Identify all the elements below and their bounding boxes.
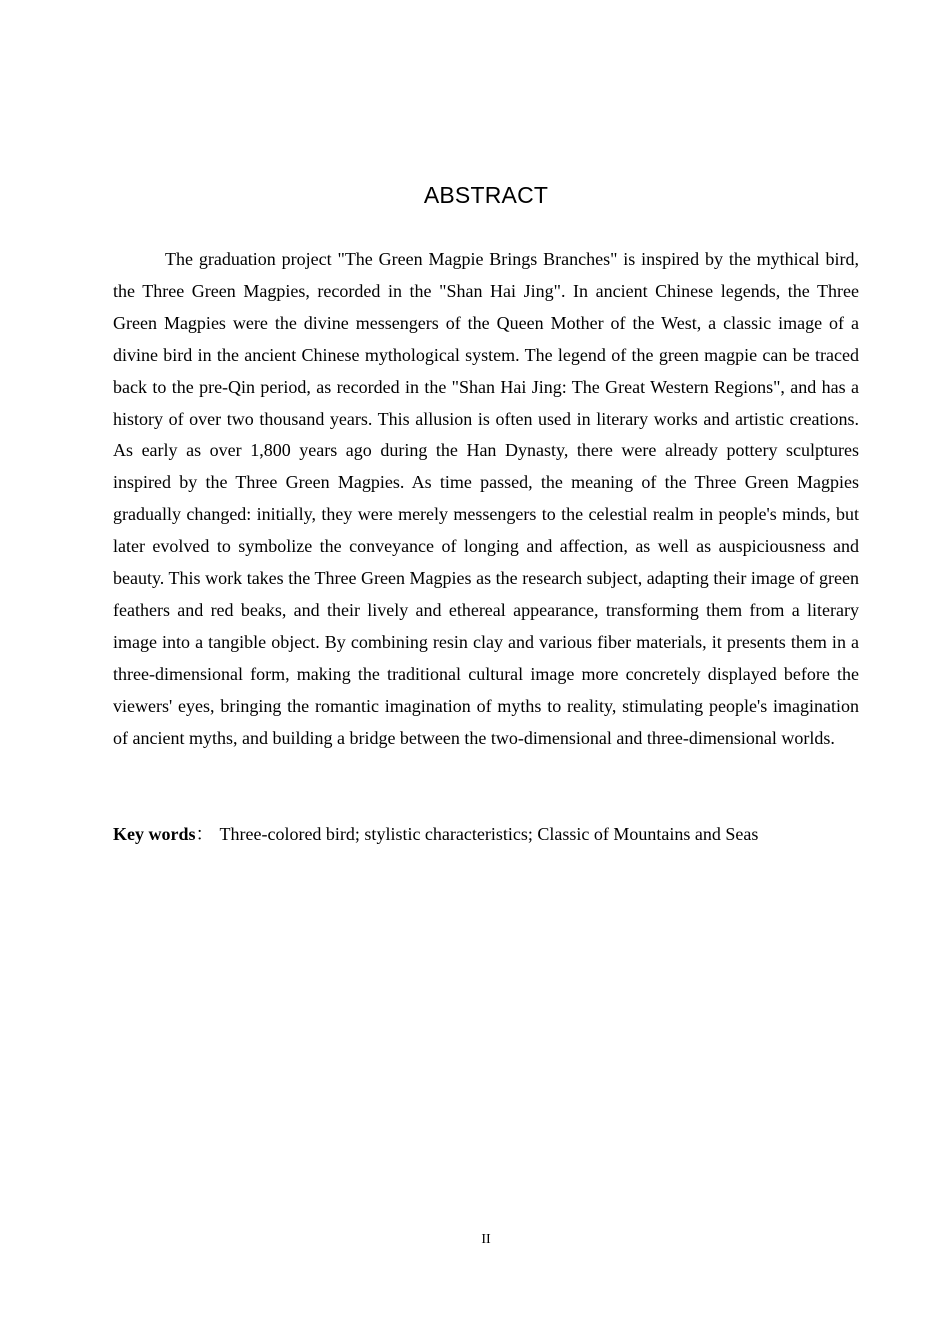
page-number: II (481, 1232, 491, 1247)
keywords-line (113, 820, 859, 848)
abstract-title: ABSTRACT (423, 182, 549, 208)
keywords-text: Three-colored bird; stylistic characteristics; Classic of Mountains and Seas (219, 824, 759, 844)
keywords-separator: ： (195, 824, 214, 844)
abstract-paragraph: The graduation project "The Green Magpie Brings Branches" is inspired by the mythical bird, the Three Green Magpies, recorded in the "Shan Hai Jing". In ancient Chinese legends, the Three Green Magpies were the divine messengers of the Queen Mother of the West, a classic image of a divine bird in the ancient Chinese mythological system. The legend of the green magpie can be traced back to the pre-Qin period, as recorded in the "Shan Hai Jing: The Great Western Regions", and has a history of over two thousand years. This allusion is often used in literary works and artistic creations. As early as over 1,800 years ago during the Han Dynasty, there were already pottery sculptures inspired by the Three Green Magpies. As time passed, the meaning of the Three Green Magpies gradually changed: initially, they were merely messengers to the celestial realm in people's minds, but later evolved to symbolize the conveyance of longing and affection, as well as auspiciousness and beauty. This work takes the Three Green Magpies as the research subject, adapting their image of green feathers and red beaks, and their lively and ethereal appearance, transforming them from a literary image into a tangible object. By combining resin clay and various fiber materials, it presents them in a three-dimensional form, making the traditional cultural image more concretely displayed before the viewers' eyes, bringing the romantic imagination of myths to reality, stimulating people's imagination of ancient myths, and building a bridge between the two-dimensional and three-dimensional worlds. (113, 249, 859, 748)
keywords-label: Key words (113, 824, 196, 844)
